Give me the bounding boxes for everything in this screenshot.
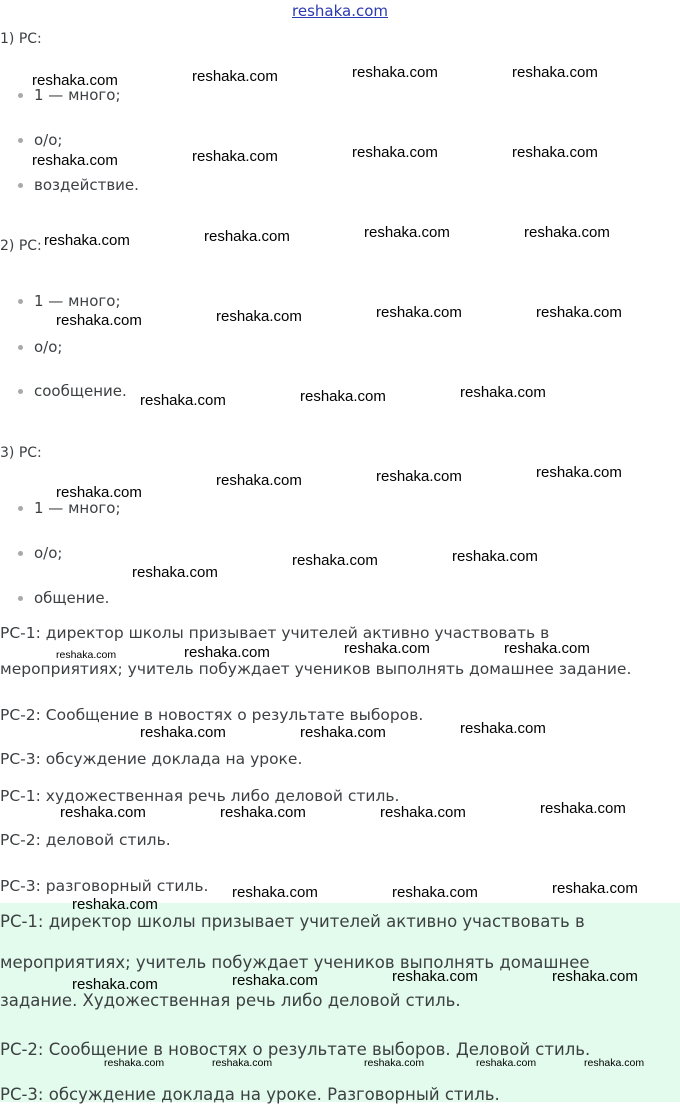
bullet-icon — [18, 183, 23, 188]
watermark: reshaka.com — [32, 152, 118, 169]
watermark: reshaka.com — [72, 896, 158, 913]
watermark: reshaka.com — [364, 224, 450, 241]
watermark: reshaka.com — [504, 640, 590, 657]
watermark: reshaka.com — [56, 484, 142, 501]
answer-line: РС-2: Сообщение в новостях о результате выборов. Деловой стиль. — [0, 1040, 591, 1059]
list-item: общение. — [18, 589, 109, 607]
answer-line: мероприятиях; учитель побуждает учеников выполнять домашнее — [0, 953, 590, 972]
list-item: о/о; — [18, 131, 62, 149]
watermark: reshaka.com — [104, 1057, 165, 1069]
watermark: reshaka.com — [212, 1057, 273, 1069]
bullet-icon — [18, 138, 23, 143]
watermark: reshaka.com — [204, 228, 290, 245]
watermark: reshaka.com — [232, 972, 318, 989]
watermark: reshaka.com — [452, 548, 538, 565]
paragraph-line: РС-3: обсуждение доклада на уроке. — [0, 750, 303, 768]
watermark: reshaka.com — [132, 564, 218, 581]
list-item: 1 — много; — [18, 86, 121, 104]
watermark: reshaka.com — [536, 304, 622, 321]
paragraph-line: РС-2: деловой стиль. — [0, 831, 171, 849]
answer-line: задание. Художественная речь либо деловой стиль. — [0, 991, 461, 1010]
watermark: reshaka.com — [300, 388, 386, 405]
watermark: reshaka.com — [60, 804, 146, 821]
watermark: reshaka.com — [292, 552, 378, 569]
watermark: reshaka.com — [352, 64, 438, 81]
bullet-icon — [18, 93, 23, 98]
watermark: reshaka.com — [376, 304, 462, 321]
list-item: о/о; — [18, 544, 62, 562]
watermark: reshaka.com — [184, 644, 270, 661]
watermark: reshaka.com — [552, 880, 638, 897]
watermark: reshaka.com — [140, 724, 226, 741]
watermark: reshaka.com — [44, 232, 130, 249]
watermark: reshaka.com — [392, 968, 478, 985]
watermark: reshaka.com — [512, 64, 598, 81]
watermark: reshaka.com — [32, 72, 118, 89]
watermark: reshaka.com — [220, 804, 306, 821]
section-title-2: 2) РС: — [0, 238, 42, 254]
watermark: reshaka.com — [216, 472, 302, 489]
watermark: reshaka.com — [584, 1057, 645, 1069]
list-item: о/о; — [18, 338, 62, 356]
watermark: reshaka.com — [352, 144, 438, 161]
bullet-icon — [18, 299, 23, 304]
list-item: 1 — много; — [18, 292, 121, 310]
list-item: сообщение. — [18, 382, 127, 400]
watermark: reshaka.com — [140, 392, 226, 409]
watermark: reshaka.com — [392, 884, 478, 901]
watermark: reshaka.com — [192, 68, 278, 85]
watermark: reshaka.com — [524, 224, 610, 241]
bullet-icon — [18, 506, 23, 511]
watermark: reshaka.com — [460, 384, 546, 401]
watermark: reshaka.com — [192, 148, 278, 165]
paragraph-line: РС-1: директор школы призывает учителей активно участвовать в — [0, 624, 550, 642]
watermark: reshaka.com — [344, 640, 430, 657]
list-item: воздействие. — [18, 176, 139, 194]
section-title-3: 3) РС: — [0, 445, 42, 461]
paragraph-line: РС-3: разговорный стиль. — [0, 877, 209, 895]
watermark: reshaka.com — [376, 468, 462, 485]
bullet-icon — [18, 551, 23, 556]
watermark: reshaka.com — [72, 976, 158, 993]
paragraph-line: РС-2: Сообщение в новостях о результате выборов. — [0, 706, 424, 724]
site-link[interactable]: reshaka.com — [292, 2, 388, 20]
watermark: reshaka.com — [512, 144, 598, 161]
bullet-icon — [18, 389, 23, 394]
watermark: reshaka.com — [216, 308, 302, 325]
watermark: reshaka.com — [540, 800, 626, 817]
watermark: reshaka.com — [552, 968, 638, 985]
bullet-icon — [18, 345, 23, 350]
watermark: reshaka.com — [232, 884, 318, 901]
watermark: reshaka.com — [460, 720, 546, 737]
answer-line: РС-3: обсуждение доклада на уроке. Разговорный стиль. — [0, 1085, 500, 1104]
watermark: reshaka.com — [56, 312, 142, 329]
paragraph-line: мероприятиях; учитель побуждает учеников выполнять домашнее задание. — [0, 660, 632, 678]
list-item: 1 — много; — [18, 499, 121, 517]
watermark: reshaka.com — [476, 1057, 537, 1069]
watermark: reshaka.com — [364, 1057, 425, 1069]
watermark: reshaka.com — [380, 804, 466, 821]
paragraph-line: РС-1: художественная речь либо деловой стиль. — [0, 787, 400, 805]
watermark: reshaka.com — [300, 724, 386, 741]
watermark: reshaka.com — [56, 649, 117, 661]
watermark: reshaka.com — [536, 464, 622, 481]
section-title-1: 1) РС: — [0, 31, 42, 47]
bullet-icon — [18, 596, 23, 601]
answer-line: РС-1: директор школы призывает учителей активно участвовать в — [0, 912, 585, 931]
